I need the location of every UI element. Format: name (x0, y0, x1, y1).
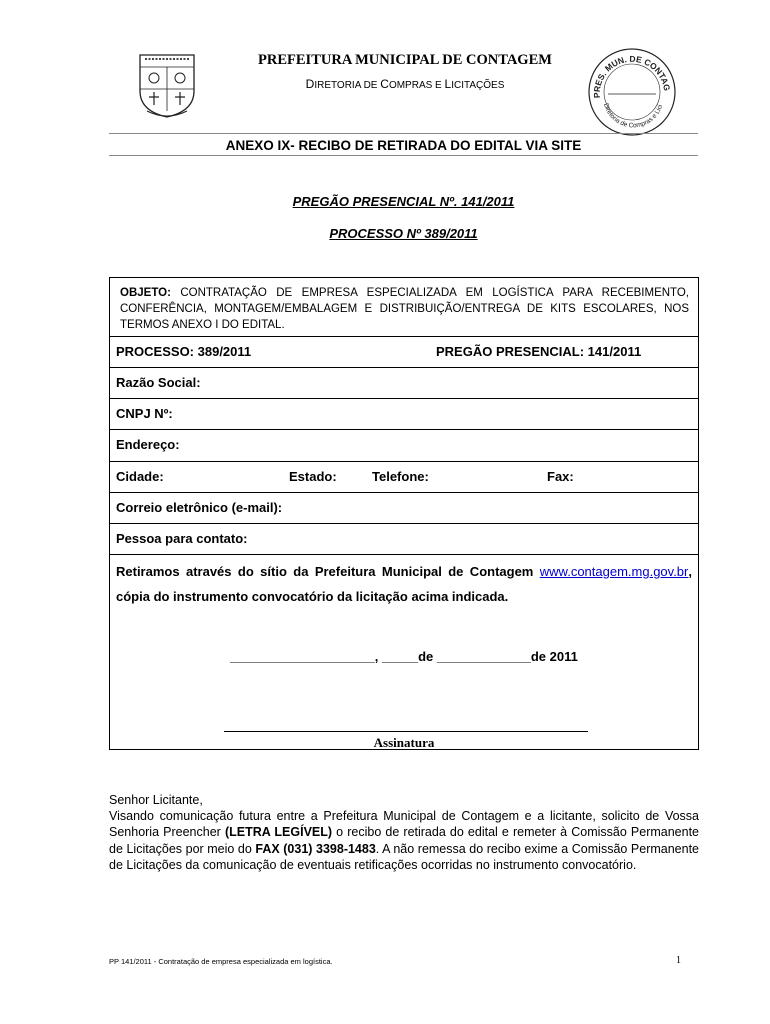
form-divider (110, 492, 698, 493)
header-subtitle-part: ICITAÇÕES (451, 80, 505, 91)
header-rule-top (109, 133, 698, 134)
notice-bold1: (LETRA LEGÍVEL) (224, 825, 333, 840)
notice-block (109, 792, 699, 873)
seal-bottom-text: Diretoria de Compras e Lici (601, 102, 665, 130)
processo-heading: PROCESSO Nº 389/2011 (329, 226, 478, 241)
header-subtitle-part: C (380, 77, 389, 91)
header-subtitle-part: L (444, 77, 452, 91)
form-divider (110, 336, 698, 337)
notice-greeting: Senhor Licitante, (109, 793, 203, 807)
estado-field[interactable]: Estado: (289, 469, 337, 484)
declaration-text (116, 559, 692, 609)
pregao-field: PREGÃO PRESENCIAL: 141/2011 (436, 344, 642, 359)
coat-of-arms-logo (137, 51, 197, 119)
form-divider (110, 367, 698, 368)
endereco-field[interactable]: Endereço: (116, 437, 180, 452)
receipt-form (109, 277, 699, 750)
objeto-label: OBJETO: (120, 287, 171, 299)
razao-social-field[interactable]: Razão Social: (116, 375, 201, 390)
signature-label: Assinatura (373, 735, 435, 750)
objeto-block (120, 285, 689, 333)
declaration-part2: , cópia do instrumento convocatório da licitação acima indicada. (116, 564, 692, 604)
email-field[interactable]: Correio eletrônico (e-mail): (116, 500, 283, 515)
cnpj-field[interactable]: CNPJ Nº: (116, 406, 173, 421)
notice-text1: Visando comunicação futura entre a Prefeitura Municipal de Contagem e a licitante, solicito de Vossa Senhoria Preencher (109, 809, 699, 840)
telefone-field[interactable]: Telefone: (372, 469, 429, 484)
signature-line[interactable] (224, 731, 588, 732)
form-divider (110, 429, 698, 430)
header-subtitle-part: IRETORIA DE (314, 80, 381, 91)
form-divider (110, 523, 698, 524)
date-line[interactable]: ____________________, _____de _____________de 2011 (230, 649, 578, 664)
header-subtitle (200, 77, 610, 91)
declaration-part1: Retiramos através do sítio da Prefeitura Municipal de Contagem (116, 564, 540, 579)
cidade-field[interactable]: Cidade: (116, 469, 164, 484)
form-divider (110, 461, 698, 462)
seal-stamp (586, 46, 678, 138)
contato-field[interactable]: Pessoa para contato: (116, 531, 248, 546)
header-subtitle-part: OMPRAS E (388, 80, 445, 91)
header-title: PREFEITURA MUNICIPAL DE CONTAGEM (258, 52, 552, 68)
seal-top-text: PRES. MUN. DE CONTAG (591, 53, 673, 99)
notice-text3: . A não remessa do recibo exime a Comissão Permanente de Licitações da comunicação de eventuais retificações ocorridas no instrumento convocatório. (109, 841, 700, 872)
header-subtitle-part: D (305, 77, 315, 91)
svg-text:PRES. MUN. DE CONTAGEM (586, 46, 672, 98)
objeto-text: CONTRATAÇÃO DE EMPRESA ESPECIALIZADA EM LOGÍSTICA PARA RECEBIMENTO, CONFERÊNCIA, MONTAGEM/EMBALAGEM E DISTRIBUIÇÃO/ENTREGA DE KITS ESCOLARES, NOS TERMOS ANEXO I DO EDITAL. (120, 287, 689, 331)
notice-fax: FAX (031) 3398-1483 (255, 841, 376, 856)
notice-text2: o recibo de retirada do edital e remeter à Comissão Permanente de Licitações por meio do (109, 825, 699, 856)
form-divider (110, 554, 698, 555)
form-divider (110, 398, 698, 399)
fax-field[interactable]: Fax: (547, 469, 574, 484)
pregao-heading: PREGÃO PRESENCIAL Nº. 141/2011 (292, 194, 515, 209)
header-rule-bottom (109, 155, 698, 156)
website-link[interactable]: www.contagem.mg.gov.br (539, 564, 689, 579)
footer-text: PP 141/2011 - Contratação de empresa especializada em logística. (109, 957, 333, 966)
notice-body (109, 808, 699, 873)
annex-title: ANEXO IX- RECIBO DE RETIRADA DO EDITAL VIA SITE (225, 138, 582, 153)
processo-field: PROCESSO: 389/2011 (116, 344, 252, 359)
page-number: 1 (676, 955, 681, 966)
